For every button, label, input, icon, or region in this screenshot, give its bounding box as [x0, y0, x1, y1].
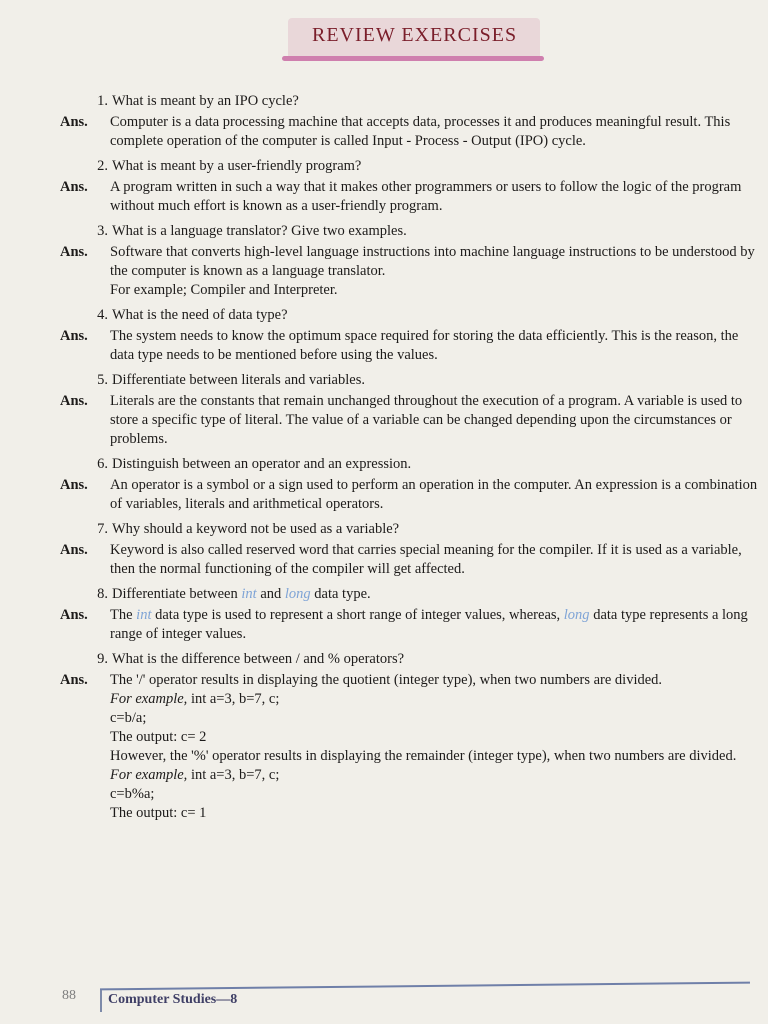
answer-label: Ans. — [60, 179, 88, 195]
question-number: 7. — [97, 521, 108, 537]
question: 3. What is a language translator? Give two examples. — [88, 222, 760, 241]
question: 1. What is meant by an IPO cycle? — [88, 92, 760, 111]
exercise-list — [60, 92, 760, 829]
exercise-item — [60, 585, 760, 644]
example-label: For example, — [110, 691, 188, 707]
question: 9. What is the difference between / and % operators? — [88, 650, 760, 669]
section-header — [282, 10, 552, 62]
answer: Ans. Software that converts high-level language instructions into machine language instructions to be understood by the computer is known as a language translator. For example; Compiler and Interpreter. — [60, 244, 755, 298]
keyword-long: long — [563, 607, 590, 623]
answer: Ans. Computer is a data processing machine that accepts data, processes it and produces meaningful result. This complete operation of the computer is called Input - Process - Output (IPO) cycle. — [60, 114, 731, 149]
answer-label: Ans. — [60, 542, 88, 558]
question-number: 2. — [97, 158, 108, 174]
page-title: REVIEW EXERCISES — [312, 24, 518, 46]
keyword-long: long — [284, 586, 311, 602]
exercise-item — [60, 520, 760, 579]
answer-label: Ans. — [60, 244, 88, 260]
question-number: 8. — [97, 586, 108, 602]
page-number: 88 — [62, 988, 76, 1003]
answer: Ans. Literals are the constants that remain unchanged throughout the execution of a program. A variable is used to store a specific type of literal. The value of a variable can be changed depending upon the circumstances or problems. — [60, 393, 743, 447]
code-output: The output: c= 1 — [110, 805, 207, 821]
question: 5. Differentiate between literals and variables. — [88, 371, 760, 390]
answer-label: Ans. — [60, 477, 88, 493]
footer-divider — [100, 990, 102, 1012]
exercise-item — [60, 222, 760, 300]
exercise-item — [60, 455, 760, 514]
answer: Ans. An operator is a symbol or a sign used to perform an operation in the computer. An expression is a combination of variables, literals and arithmetical operators. — [60, 477, 758, 512]
answer: Ans. A program written in such a way that it makes other programmers or users to follow the logic of the program without much effort is known as a user-friendly program. — [60, 179, 742, 214]
footer-rule — [100, 982, 750, 991]
question-number: 4. — [97, 307, 108, 323]
answer-label: Ans. — [60, 114, 88, 130]
question: 4. What is the need of data type? — [88, 306, 760, 325]
question: 8. Differentiate between int and long data type. — [88, 585, 760, 604]
exercise-item — [60, 157, 760, 216]
answer: Ans. The int data type is used to represent a short range of integer values, whereas, long data type represents a long range of integer values. — [60, 607, 748, 642]
answer-label: Ans. — [60, 607, 88, 623]
question-number: 6. — [97, 456, 108, 472]
example-label: For example, — [110, 767, 188, 783]
exercise-item — [60, 306, 760, 365]
keyword-int: int — [136, 607, 152, 623]
question-number: 5. — [97, 372, 108, 388]
answer-label: Ans. — [60, 328, 88, 344]
keyword-int: int — [241, 586, 257, 602]
answer-label: Ans. — [60, 393, 88, 409]
exercise-item — [60, 371, 760, 449]
answer: Ans. The '/' operator results in displaying the quotient (integer type), when two numbers are divided. For example, int a=3, b=7, c; c=b/a; The output: c= 2 However, the '%' operator results in displaying the remainder (integer type), when two numbers are divided. For example, int a=3, b=7, c; c=b%a; The output: c= 1 — [60, 671, 760, 823]
code-line: c=b/a; — [110, 710, 147, 726]
code-line: c=b%a; — [110, 786, 155, 802]
answer-label: Ans. — [60, 672, 88, 688]
answer: Ans. The system needs to know the optimum space required for storing the data efficiently. This is the reason, the data type needs to be mentioned before using the values. — [60, 328, 739, 363]
exercise-item — [60, 650, 760, 823]
question-number: 1. — [97, 93, 108, 109]
question-number: 3. — [97, 223, 108, 239]
question: 7. Why should a keyword not be used as a variable? — [88, 520, 760, 539]
exercise-item — [60, 92, 760, 151]
question: 2. What is meant by a user-friendly program? — [88, 157, 760, 176]
book-title: Computer Studies—8 — [108, 992, 238, 1007]
question-number: 9. — [97, 651, 108, 667]
answer: Ans. Keyword is also called reserved word that carries special meaning for the compiler. If it is used as a variable, then the normal functioning of the compiler will get affected. — [60, 542, 742, 577]
code-output: The output: c= 2 — [110, 729, 207, 745]
header-underline — [282, 56, 544, 61]
question: 6. Distinguish between an operator and an expression. — [88, 455, 760, 474]
